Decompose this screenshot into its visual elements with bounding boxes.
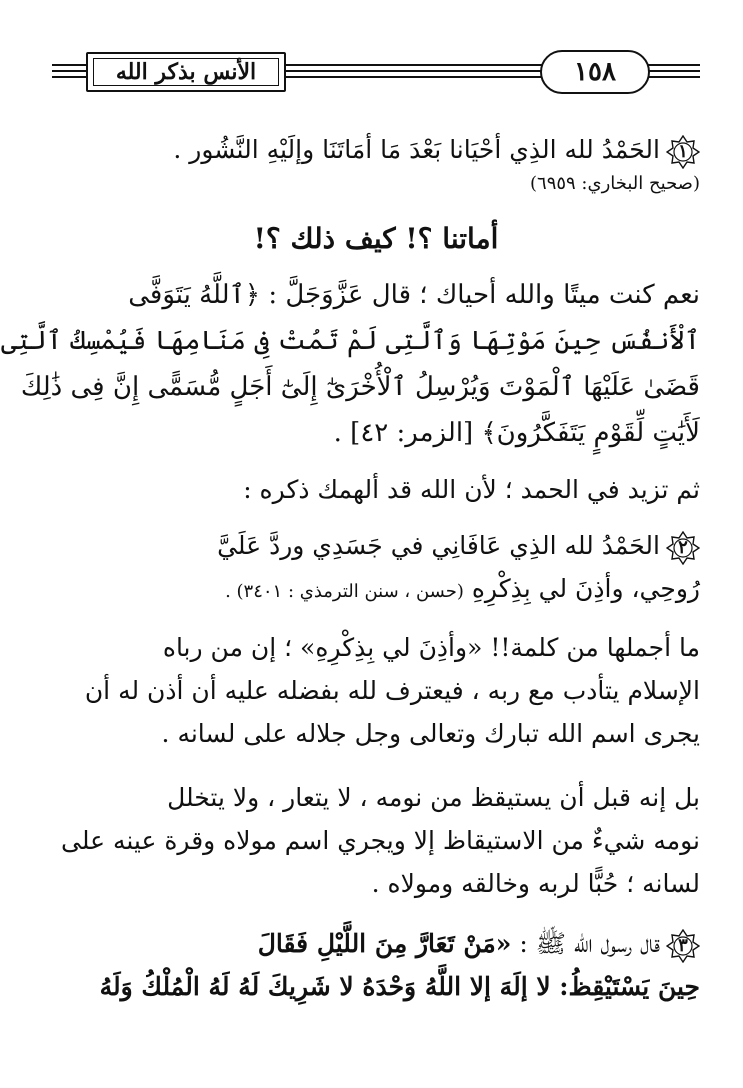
book-title-frame [86, 52, 286, 92]
commentary-paragraph [52, 626, 700, 755]
dua-number: ١ [678, 141, 688, 162]
dua-2 [52, 524, 700, 613]
book-title: الأنس بذكر الله [115, 59, 257, 85]
text-line: لسانه ؛ حُبًّا لربه وخالقه ومولاه . [371, 869, 700, 898]
text-line: بل إنه قبل أن يستيقظ من نومه ، لا يتعار ، ولا يتخلل [167, 783, 700, 812]
hadith-text: حِينَ يَسْتَيْقِظُ: لا إلَهَ إلا اللَّهُ وَحْدَهُ لا شَرِيكَ لَهُ لَهُ الْمُلْكُ وَلَهُ [99, 972, 700, 1001]
text-line: لَأَيَٰتٍ لِّقَوْمٍ يَتَفَكَّرُونَ﴾ [الزمر: ٤٢] . [333, 418, 700, 448]
quran-paragraph [1, 272, 700, 456]
hadith-source: (صحيح البخاري: ٦٩٥٩) [530, 173, 700, 194]
number-ornament-icon [666, 929, 700, 963]
dua-text: الحَمْدُ لله الذِي عَافَانِي في جَسَدِي وردَّ عَلَيَّ [217, 531, 660, 560]
dua-number: ٣ [678, 935, 688, 956]
hadith-3 [52, 922, 700, 1008]
text-line: نعم كنت ميتًا والله أحياك ؛ قال عَزَّوَجَلَّ : ﴿ٱللَّهُ يَتَوَفَّى [128, 280, 700, 310]
hadith-intro: قال رسول الله ﷺ : [519, 929, 660, 958]
text-line: ما أجملها من كلمة!! «وأذِنَ لي بِذِكْرِهِ» ؛ إن من رباه [162, 633, 700, 662]
number-ornament-icon [666, 135, 700, 169]
text-line: نومه شيءٌ من الاستيقاظ إلا ويجري اسم مولاه وقرة عينه على [60, 826, 700, 855]
dua-number: ٢ [678, 537, 688, 558]
page-header [52, 52, 700, 92]
text-line: قَضَىٰ عَلَيْهَا ٱلْمَوْتَ وَيُرْسِلُ ٱلْأُخْرَىٰٓ إِلَىٰٓ أَجَلٍ مُّسَمًّى إِنَّ فِى ذَٰلِكَ [20, 372, 700, 402]
hadith-source: (حسن ، سنن الترمذي : ٣٤٠١) . [225, 581, 464, 602]
section-heading: أماتنا ؟! كيف ذلك ؟! [253, 222, 499, 255]
number-ornament-icon [666, 531, 700, 565]
page-number: ١٥٨ [540, 50, 650, 94]
hadith-text: «مَنْ تَعَارَّ مِنَ اللَّيْلِ فَقَالَ [257, 929, 512, 958]
dua-text: رُوحِي، وأذِنَ لي بِذِكْرِهِ [471, 574, 700, 603]
text-line: يجرى اسم الله تبارك وتعالى وجل جلاله على لسانه . [161, 719, 700, 748]
commentary-paragraph [52, 776, 700, 905]
text-line: ٱلْأَنفُسَ حِينَ مَوْتِهَا وَٱلَّتِى لَمْ تَمُتْ فِى مَنَامِهَا فَيُمْسِكُ ٱلَّتِى [1, 326, 700, 356]
intro-line: ثم تزيد في الحمد ؛ لأن الله قد ألهمك ذكره : [243, 475, 700, 504]
text-line: الإسلام يتأدب مع ربه ، فيعترف لله بفضله عليه أن أذن له أن [84, 676, 700, 705]
dua-1 [52, 128, 700, 197]
dua-text: الحَمْدُ لله الذِي أحْيَانا بَعْدَ مَا أمَاتَنَا وإلَيْهِ النَّشُور . [173, 135, 660, 164]
